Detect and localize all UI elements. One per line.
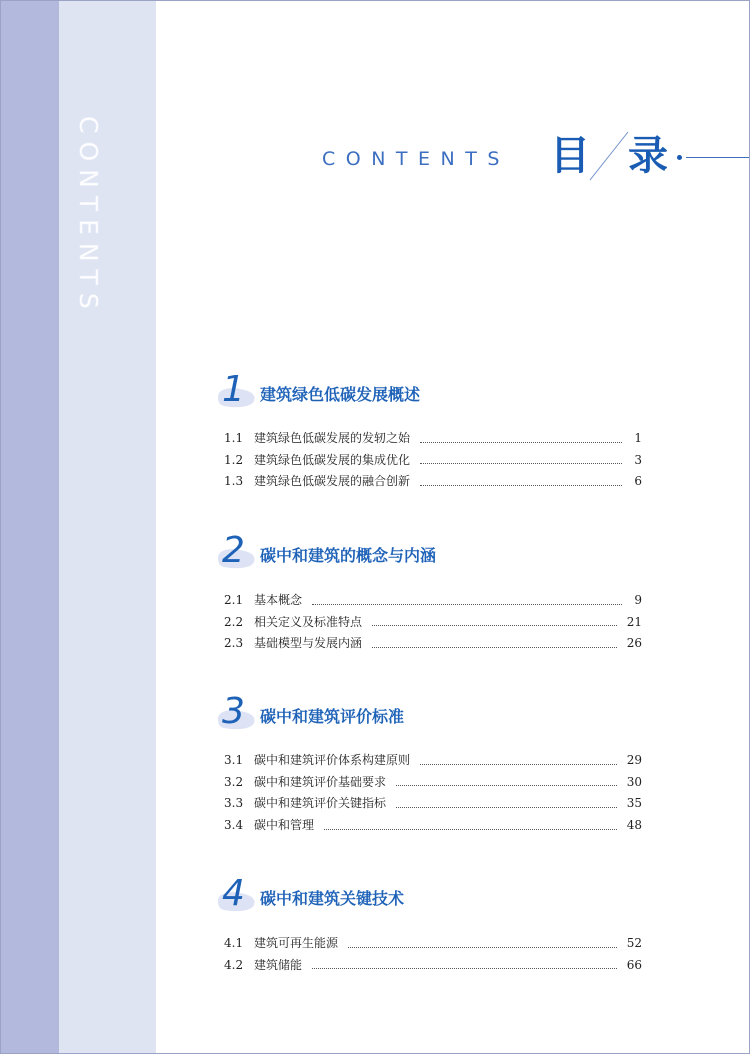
dot-leader bbox=[324, 829, 617, 830]
entry-number: 3.4 bbox=[224, 818, 244, 833]
dot-leader bbox=[396, 807, 617, 808]
entry-page: 1 bbox=[634, 431, 642, 445]
title-dot bbox=[677, 155, 682, 160]
toc-entry-list bbox=[224, 428, 642, 493]
toc-entry[interactable] bbox=[224, 612, 642, 634]
section-title: 碳中和建筑的概念与内涵 bbox=[260, 546, 437, 565]
title-slash-divider bbox=[588, 130, 630, 182]
toc-entry-list bbox=[224, 750, 642, 837]
entry-title: 建筑绿色低碳发展的融合创新 bbox=[254, 474, 411, 489]
title-rule bbox=[686, 157, 750, 158]
dot-leader bbox=[372, 647, 617, 648]
toc-section-2 bbox=[212, 530, 652, 651]
entry-title: 建筑可再生能源 bbox=[254, 936, 339, 950]
entry-number: 3.1 bbox=[224, 753, 244, 767]
entry-number: 2.3 bbox=[224, 636, 244, 651]
entry-title: 基础模型与发展内涵 bbox=[254, 636, 363, 651]
toc-entry[interactable] bbox=[224, 793, 642, 815]
dot-leader bbox=[312, 968, 617, 969]
entry-page: 9 bbox=[634, 593, 642, 607]
entry-number: 4.2 bbox=[224, 957, 244, 972]
section-heading bbox=[212, 691, 652, 737]
entry-title: 碳中和管理 bbox=[254, 818, 315, 833]
entry-page: 66 bbox=[626, 957, 642, 972]
entry-number: 3.3 bbox=[224, 796, 244, 811]
toc-entry[interactable] bbox=[224, 933, 642, 955]
entry-page: 30 bbox=[626, 774, 642, 789]
sidebar-vertical-word: CONTENTS bbox=[74, 116, 103, 317]
toc-entry[interactable] bbox=[224, 772, 642, 794]
entry-page: 52 bbox=[626, 936, 642, 950]
toc-entry[interactable] bbox=[224, 955, 642, 977]
dot-leader bbox=[396, 785, 617, 786]
dot-leader bbox=[372, 625, 617, 626]
section-number: 3 bbox=[222, 691, 245, 732]
dot-leader bbox=[420, 463, 622, 464]
toc-entry[interactable] bbox=[224, 633, 642, 655]
section-title: 建筑绿色低碳发展概述 bbox=[260, 385, 421, 404]
entry-title: 建筑绿色低碳发展的集成优化 bbox=[254, 452, 411, 467]
entry-number: 1.2 bbox=[224, 452, 244, 467]
entry-title: 碳中和建筑评价基础要求 bbox=[254, 774, 387, 789]
entry-number: 1.3 bbox=[224, 474, 244, 489]
toc-entry-list bbox=[224, 933, 642, 976]
toc-entry[interactable] bbox=[224, 590, 642, 612]
entry-page: 21 bbox=[626, 614, 642, 629]
section-number: 4 bbox=[222, 873, 245, 914]
page-title-char-2: 录 bbox=[628, 133, 668, 179]
dot-leader bbox=[420, 485, 622, 486]
entry-number: 4.1 bbox=[224, 936, 244, 950]
dot-leader bbox=[420, 764, 617, 765]
section-number: 1 bbox=[222, 369, 245, 410]
entry-title: 碳中和建筑评价体系构建原则 bbox=[254, 753, 411, 767]
toc-entry[interactable] bbox=[224, 815, 642, 837]
page-title-char-1: 目 bbox=[550, 133, 590, 179]
section-title: 碳中和建筑评价标准 bbox=[260, 707, 405, 726]
toc-section-4 bbox=[212, 873, 652, 972]
toc-entry[interactable] bbox=[224, 471, 642, 493]
entry-page: 6 bbox=[634, 474, 642, 489]
toc-entry[interactable] bbox=[224, 450, 642, 472]
entry-page: 26 bbox=[626, 636, 642, 651]
entry-number: 2.1 bbox=[224, 593, 244, 607]
entry-page: 29 bbox=[626, 753, 642, 767]
entry-title: 建筑储能 bbox=[254, 957, 303, 972]
entry-page: 3 bbox=[634, 452, 642, 467]
section-title: 碳中和建筑关键技术 bbox=[260, 889, 405, 908]
section-number: 2 bbox=[222, 530, 245, 571]
dot-leader bbox=[348, 947, 617, 948]
entry-number: 3.2 bbox=[224, 774, 244, 789]
entry-title: 基本概念 bbox=[254, 593, 303, 607]
entry-title: 碳中和建筑评价关键指标 bbox=[254, 796, 387, 811]
dot-leader bbox=[420, 442, 622, 443]
entry-page: 48 bbox=[626, 818, 642, 833]
section-heading bbox=[212, 873, 652, 919]
toc-section-3 bbox=[212, 691, 652, 833]
toc-entry[interactable] bbox=[224, 428, 642, 450]
section-heading bbox=[212, 530, 652, 576]
toc-section-1 bbox=[212, 369, 652, 489]
entry-title: 建筑绿色低碳发展的发轫之始 bbox=[254, 431, 411, 445]
toc-entry-list bbox=[224, 590, 642, 655]
sidebar-band-dark bbox=[0, 0, 59, 1054]
entry-number: 1.1 bbox=[224, 431, 244, 445]
toc-entry[interactable] bbox=[224, 750, 642, 772]
section-heading bbox=[212, 369, 652, 415]
entry-title: 相关定义及标准特点 bbox=[254, 614, 363, 629]
entry-number: 2.2 bbox=[224, 614, 244, 629]
entry-page: 35 bbox=[626, 796, 642, 811]
dot-leader bbox=[312, 604, 622, 605]
header-contents-word: CONTENTS bbox=[322, 148, 510, 170]
